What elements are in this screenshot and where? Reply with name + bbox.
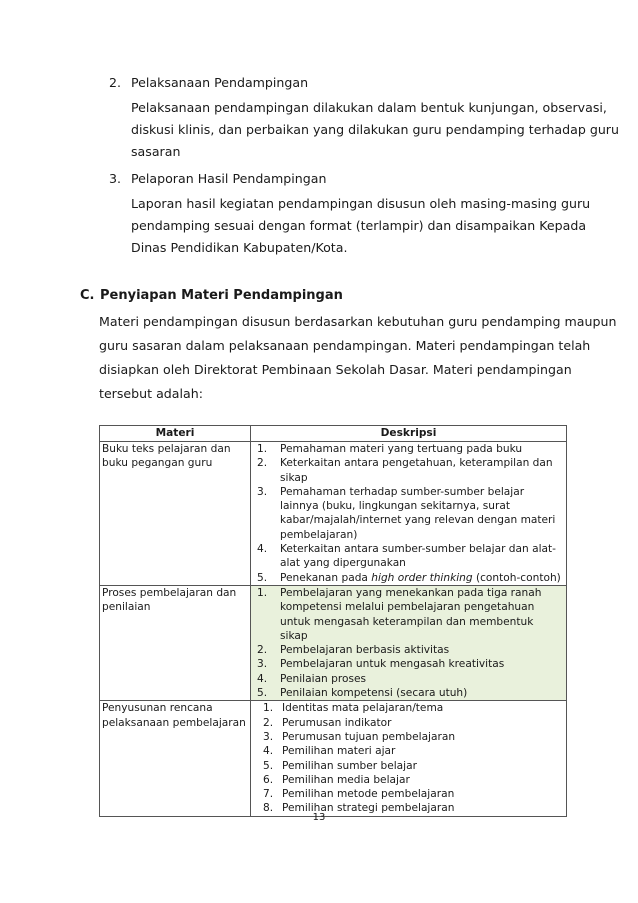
materi-cell: Proses pembelajaran dan penilaian	[100, 585, 251, 700]
header-deskripsi: Deskripsi	[251, 426, 567, 442]
emphasis-text: high order thinking	[371, 571, 473, 584]
body-line: sasaran	[131, 144, 181, 159]
desc-item: 4. Penilaian proses	[257, 672, 367, 685]
desc-item: 3. Pembelajaran untuk mengasah kreativitas	[257, 658, 505, 671]
desc-item: 4. Pemilihan materi ajar	[263, 745, 396, 758]
desc-item: 3. Pemahaman terhadap sumber-sumber belajar lainnya (buku, lingkungan sekitarnya, surat kabar/majalah/internet yang relevan dengan materi pembelajaran)	[257, 485, 556, 541]
item-number: 2.	[109, 75, 122, 90]
paragraph-line: tersebut adalah:	[99, 386, 203, 401]
desc-item: 6. Pemilihan media belajar	[263, 773, 410, 786]
desc-item: 1. Pembelajaran yang menekankan pada tiga ranah kompetensi melalui pembelajaran pengetahuan untuk mengasah keterampilan dan membentuk sikap	[257, 586, 542, 642]
header-materi: Materi	[100, 426, 251, 442]
table-header-row	[100, 426, 567, 442]
paragraph-line: Materi pendampingan disusun berdasarkan kebutuhan guru pendamping maupun	[99, 314, 617, 329]
body-line: pendamping sesuai dengan format (terlampir) dan disampaikan Kepada	[131, 218, 587, 233]
materi-cell: Penyusunan rencana pelaksanaan pembelajaran	[100, 701, 251, 816]
paragraph-line: disiapkan oleh Direktorat Pembinaan Sekolah Dasar. Materi pendampingan	[99, 362, 572, 377]
materi-table	[99, 425, 567, 817]
body-line: diskusi klinis, dan perbaikan yang dilakukan guru pendamping terhadap guru	[131, 122, 619, 137]
body-line: Dinas Pendidikan Kabupaten/Kota.	[131, 240, 348, 255]
desc-item: 2. Pembelajaran berbasis aktivitas	[257, 644, 450, 657]
desc-item: 5. Penilaian kompetensi (secara utuh)	[257, 687, 468, 700]
desc-item: 5. Penekanan pada high order thinking (contoh-contoh)	[257, 571, 561, 584]
item-title: Pelaksanaan Pendampingan	[131, 75, 309, 90]
paragraph-line: guru sasaran dalam pelaksanaan pendampingan. Materi pendampingan telah	[99, 338, 591, 353]
desc-item: 2. Perumusan indikator	[263, 716, 392, 729]
section-title: Penyiapan Materi Pendampingan	[100, 288, 343, 303]
deskripsi-cell	[251, 442, 567, 586]
desc-item: 3. Perumusan tujuan pembelajaran	[263, 730, 456, 743]
desc-item: 8. Pemilihan strategi pembelajaran	[263, 802, 455, 815]
deskripsi-cell	[251, 585, 567, 700]
item-body	[131, 193, 591, 259]
body-line: Laporan hasil kegiatan pendampingan disusun oleh masing-masing guru	[131, 196, 591, 211]
desc-item: 4. Keterkaitan antara sumber-sumber belajar dan alat-alat yang dipergunakan	[257, 543, 556, 570]
section-paragraph	[99, 310, 617, 406]
section-heading	[80, 288, 343, 303]
section-letter: C.	[80, 288, 95, 303]
desc-item: 2. Keterkaitan antara pengetahuan, keterampilan dan sikap	[257, 457, 553, 484]
item-title: Pelaporan Hasil Pendampingan	[131, 171, 327, 186]
page-number: 13	[312, 812, 326, 823]
item-number: 3.	[109, 171, 122, 186]
deskripsi-cell	[251, 701, 567, 816]
item-body	[131, 97, 619, 163]
desc-item: 7. Pemilihan metode pembelajaran	[263, 788, 455, 801]
desc-item: 1. Identitas mata pelajaran/tema	[263, 702, 444, 715]
body-line: Pelaksanaan pendampingan dilakukan dalam bentuk kunjungan, observasi,	[131, 100, 607, 115]
materi-cell: Buku teks pelajaran dan buku pegangan guru	[100, 442, 251, 586]
desc-item: 5. Pemilihan sumber belajar	[263, 759, 417, 772]
table-row	[100, 585, 567, 700]
desc-item: 1. Pemahaman materi yang tertuang pada buku	[257, 443, 523, 455]
table-row	[100, 701, 567, 816]
table-row	[100, 442, 567, 586]
